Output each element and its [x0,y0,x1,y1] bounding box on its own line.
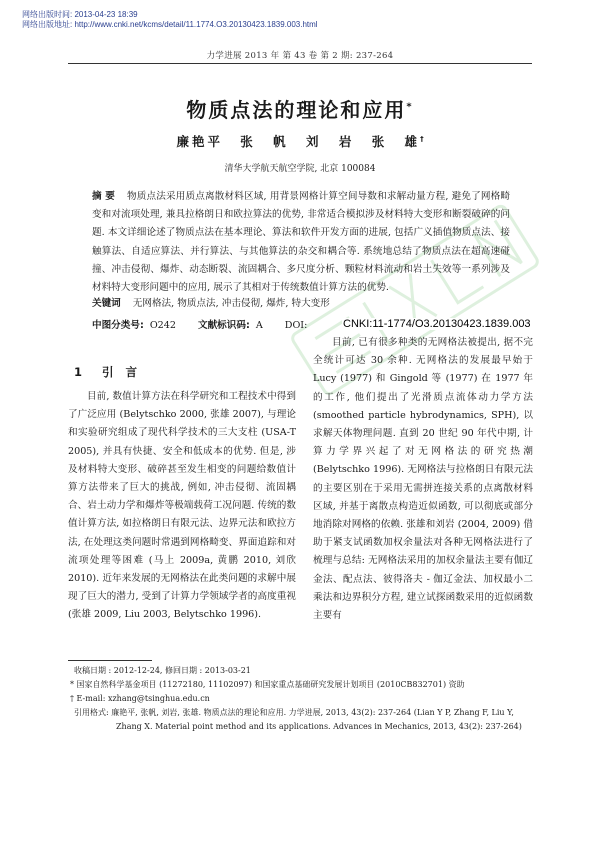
clc-value: O242 [149,320,176,331]
author-footnote-mark: † [420,134,424,143]
paper-title-text: 物质点法的理论和应用 [186,98,407,122]
publish-time: 网络出版时间: 2013-04-23 18:39 [22,10,138,19]
abstract-text: 物质点法采用质点离散材料区域, 用背景网格计算空间导数和求解动量方程, 避免了网格畸变和对流项处理, 兼具拉格朗日和欧拉算法的优势, 非常适合模拟涉及材料特大变形和断裂破碎的问题. 本文详细论述了物质点法在基本理论、算法和软件开发方面的进展, 包括广义插值物质点法、接触算法、自适应算法、并行算法、与其他算法的杂交和耦合等. 系统地总结了物质点法在超高速碰撞、冲击侵彻、爆炸、动态断裂、流固耦合、多尺度分析、颗粒材料流动和岩土失效等一系列涉及材料特大变形问题中的应用, 展示了其相对于传统数值计算方法的优势. [92,191,510,294]
keywords-label: 关键词 [92,298,121,309]
paper-title [0,94,600,123]
doc-code-value: A [255,320,263,331]
footnote-received: 收稿日期 : 2012-12-24, 修回日期 : 2013-03-21 [74,666,251,675]
journal-line: 力学进展 2013 年 第 43 卷 第 2 期: 237-264 [206,51,394,61]
publish-url-link[interactable]: http://www.cnki.net/kcms/detail/11.1774.O3.20130423.1839.003.html [74,20,318,29]
author-list [0,132,600,150]
body-column-left: 目前, 数值计算方法在科学研究和工程技术中得到了广泛应用 (Belytschko 2000, 张雄 2007), 与理论和实验研究组成了现代科学技术的三大支柱 (USA-T 2005), 并具有快捷、安全和低成本的优势. 但是, 涉及材料特大变形、破碎甚至发生相变的问题给数值计算方法带来了巨大的挑战, 例如, 冲击侵彻、流固耦合、岩土动力学和爆炸等极端载荷工况问题. 传统的数值计算方法, 如拉格朗日有限元法、边界元法和欧拉方法, 在处理这类问题时常遇到网格畸变、界面追踪和对流项处理等困难 (马上 2009a, 黄鹏 2010, 刘欣 2010). 近年来发展的无网格法在此类问题的求解中展现了巨大的潜力, 受到了计算力学领域学者的高度重视 (张雄 2009, Liu 2003, Belytschko 1996). [68,391,296,621]
section-number: 1 [74,365,87,379]
footnote-email: † E-mail: xzhang@tsinghua.edu.cn [70,694,210,703]
publish-url: 网络出版地址: http://www.cnki.net/kcms/detail/11.1774.O3.20130423.1839.003.html [22,20,318,29]
publish-time-value: 2013-04-23 18:39 [74,10,138,19]
doi-stamp: CNKI:11-1774/O3.20130423.1839.003 [343,318,531,330]
doi-label: DOI: [284,320,308,331]
footnote-divider [68,660,152,661]
keywords-text: 无网格法, 物质点法, 冲击侵彻, 爆炸, 特大变形 [132,298,330,309]
title-footnote-mark: * [406,101,414,113]
affiliation: 清华大学航天航空学院, 北京 100084 [224,164,376,174]
publish-time-label: 网络出版时间 [22,10,70,19]
keywords [92,297,510,311]
section-title: 引 言 [102,365,142,379]
author-names: 廉艳平 张 帆 刘 岩 张 雄 [176,134,421,149]
publish-url-label: 网络出版地址 [22,20,70,29]
body-column-right: 目前, 已有很多种类的无网格法被提出, 据不完全统计可达 30 余种. 无网格法的发展最早始于 Lucy (1977) 和 Gingold 等 (1977) 在 1977 年的工作, 他们提出了光滑质点流体动力学方法 (smoothed particle hybrodynamics, SPH), 以求解天体物理问题. 直到 20 世纪 90 年代中期, 计算力学界兴起了对无网格法的研究热潮 (Belytschko 1996). 无网格法与拉格朗日有限元法的主要区别在于采用无需拼连接关系的点离散材料区域, 并基于离散点构造近似函数, 可以彻底或部分地消除对网格的依赖. 张雄和刘岩 (2004, 2009) 借助于紧支试函数加权余量法对各种无网格法进行了梳理与总结: 无网格法采用的加权余量法主要有伽辽金法、配点法、彼得洛夫 - 伽辽金法、加权最小二乘法和边界积分方程, 建立试探函数采用的近似函数主要有 [313,337,533,622]
footnote-citation-en: Zhang X. Material point method and its applications. Advances in Mechanics, 2013, 43(2): 237-264) [116,722,522,731]
doc-code-label: 文献标识码: [198,320,250,331]
footnote-citation-cn: 引用格式: 廉艳平, 张帆, 刘岩, 张雄. 物质点法的理论和应用. 力学进展, 2013, 43(2): 237-264 (Lian Y P, Zhang F, Liu Y, [74,708,514,717]
abstract [92,188,510,297]
footnote-funding: * 国家自然科学基金项目 (11272180, 11102097) 和国家重点基础研究发展计划项目 (2010CB832701) 资助 [70,680,465,689]
header-divider [68,63,532,64]
abstract-label: 摘 要 [92,191,116,202]
clc-label: 中图分类号: [92,320,144,331]
section-heading [74,364,141,380]
